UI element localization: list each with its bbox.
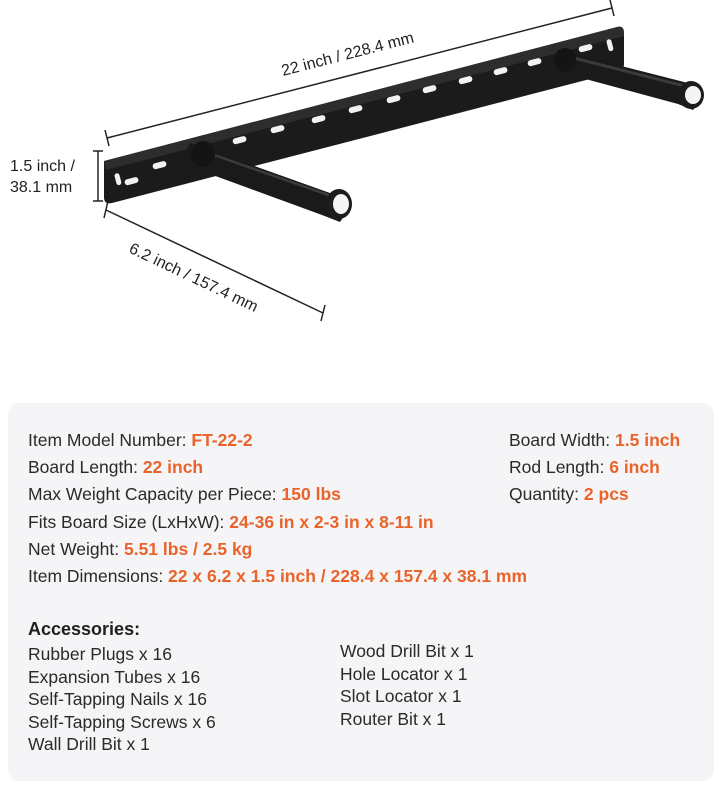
spec-quantity [509, 483, 629, 505]
spec-quantity-label: Quantity: [509, 484, 584, 504]
depth-dimension [104, 201, 325, 321]
accessories-list-left [28, 643, 216, 756]
length-label: 22 inch / 228.4 mm [279, 29, 416, 80]
accessory-item: Wood Drill Bit x 1 [340, 641, 474, 661]
accessories-title: Accessories: [28, 619, 141, 639]
spec-item-dimensions-label: Item Dimensions: [28, 566, 169, 586]
spec-board-width-value: 1.5 inch [615, 430, 681, 450]
spec-fits-board [28, 511, 434, 533]
spec-rod-length-label: Rod Length: [509, 457, 610, 477]
depth-label: 6.2 inch / 157.4 mm [126, 240, 261, 316]
spec-item-dimensions [28, 565, 527, 587]
spec-item-dimensions-value: 22 x 6.2 x 1.5 inch / 228.4 x 157.4 x 38.1 mm [168, 566, 528, 586]
spec-board-length-label: Board Length: [28, 457, 143, 477]
accessory-item: Slot Locator x 1 [340, 686, 462, 706]
spec-quantity-value: 2 pcs [583, 484, 629, 504]
spec-net-weight [28, 538, 252, 560]
height-dimension [10, 151, 103, 201]
spec-max-weight-value: 150 lbs [281, 484, 341, 504]
spec-board-width [509, 429, 680, 451]
spec-max-weight [28, 483, 341, 505]
height-label-line1: 1.5 inch / [10, 158, 75, 175]
spec-model [28, 429, 253, 451]
specifications-card [8, 403, 714, 781]
spec-rod-length [509, 456, 660, 478]
accessory-item: Expansion Tubes x 16 [28, 666, 201, 687]
accessory-item: Self-Tapping Screws x 6 [28, 711, 216, 732]
accessory-item: Rubber Plugs x 16 [28, 644, 172, 664]
accessory-item: Hole Locator x 1 [340, 663, 468, 684]
spec-board-width-label: Board Width: [509, 430, 616, 450]
spec-model-value: FT-22-2 [191, 430, 253, 450]
accessory-item: Self-Tapping Nails x 16 [28, 689, 207, 709]
accessory-item: Router Bit x 1 [340, 708, 447, 729]
height-label-line2: 38.1 mm [10, 179, 73, 196]
accessories-list-right [340, 640, 474, 730]
spec-net-weight-label: Net Weight: [28, 539, 124, 559]
spec-model-label: Item Model Number: [28, 430, 192, 450]
spec-max-weight-label: Max Weight Capacity per Piece: [28, 484, 282, 504]
accessory-item: Wall Drill Bit x 1 [28, 734, 150, 754]
spec-board-length-value: 22 inch [142, 457, 204, 477]
spec-fits-board-value: 24-36 in x 2-3 in x 8-11 in [229, 512, 434, 532]
spec-fits-board-label: Fits Board Size (LxHxW): [28, 512, 230, 532]
spec-board-length [28, 456, 203, 478]
spec-rod-length-value: 6 inch [609, 457, 660, 477]
spec-net-weight-value: 5.51 lbs / 2.5 kg [123, 539, 253, 559]
